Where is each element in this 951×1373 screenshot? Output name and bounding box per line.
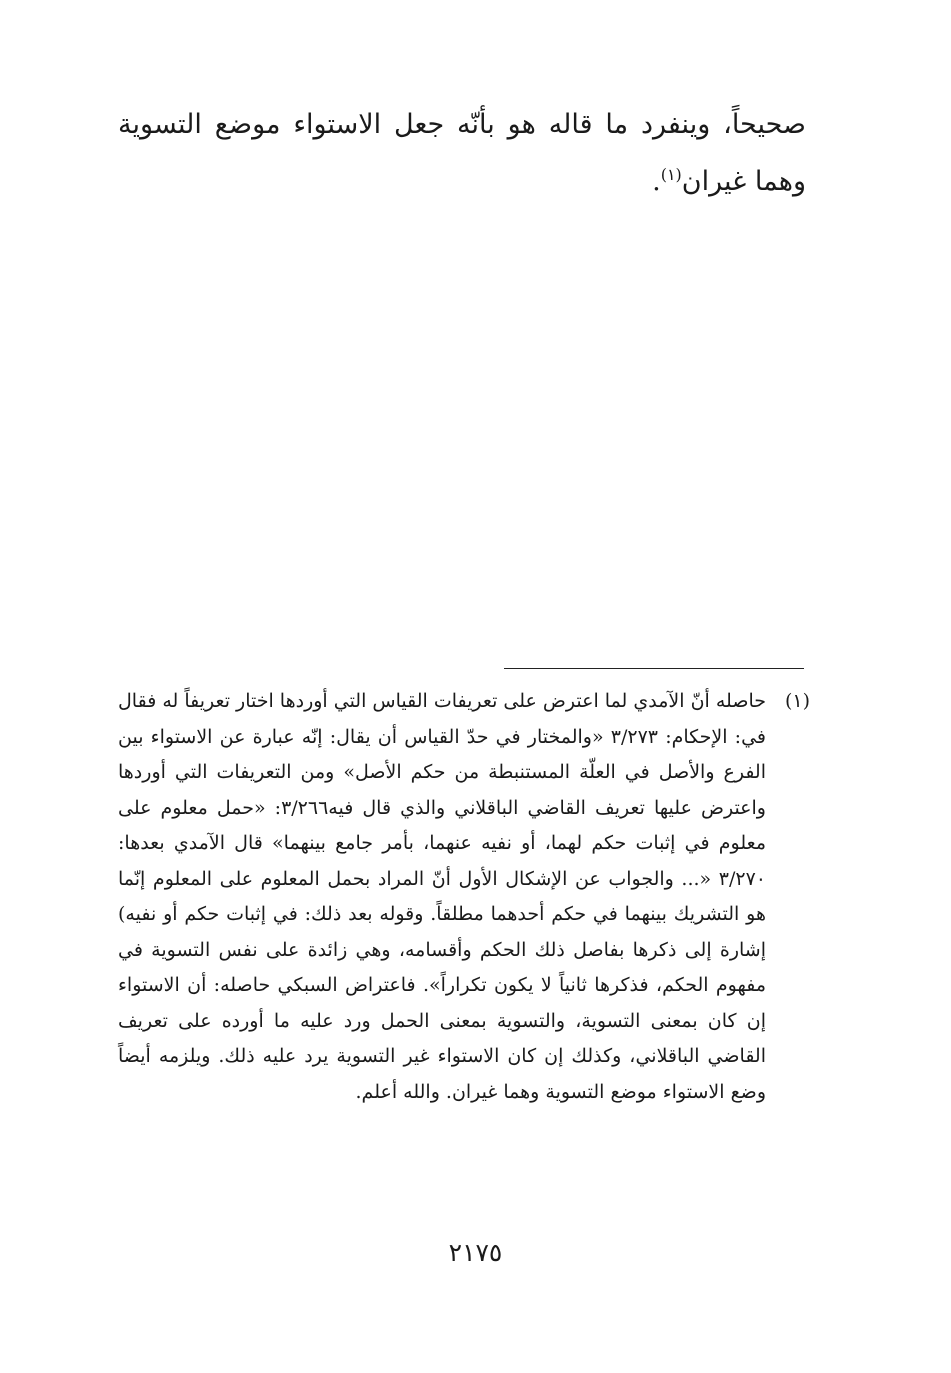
footnote-1	[118, 684, 810, 1110]
main-paragraph	[118, 96, 806, 210]
footnote-marker: (١)	[784, 690, 810, 712]
footnote-separator	[504, 668, 804, 669]
footnote-text: حاصله أنّ الآمدي لما اعترض على تعريفات القياس التي أوردها اختار تعريفاً له فقال في: الإحكام: ٣/٢٧٣ «والمختار في حدّ القياس أن يقال: إنّه عبارة عن الاستواء بين الفرع والأصل في العلّة المستنبطة من حكم الأصل» ومن التعريفات التي أوردها واعترض عليها تعريف القاضي الباقلاني والذي قال فيه٣/٢٦٦: «حمل معلوم على معلوم في إثبات حكم لهما، أو نفيه عنهما، بأمر جامع بينهما» قال الآمدي بعدها: ٣/٢٧٠ «... والجواب عن الإشكال الأول أنّ المراد بحمل المعلوم على المعلوم إنّما هو التشريك بينهما في حكم أحدهما مطلقاً. وقوله بعد ذلك: في إثبات حكم أو نفيه) إشارة إلى ذكرها بفاصل ذلك الحكم وأقسامه، وهي زائدة على نفس التسوية في مفهوم الحكم، فذكرها ثانياً لا يكون تكراراً». فاعتراض السبكي حاصله: أن الاستواء إن كان بمعنى التسوية، والتسوية بمعنى الحمل ورد عليه ما أورده على تعريف القاضي الباقلاني، وكذلك إن كان الاستواء غير التسوية يرد عليه ذلك. ويلزمه أيضاً وضع الاستواء موضع التسوية وهما غيران. والله أعلم.	[118, 690, 767, 1103]
main-paragraph-end: .	[652, 166, 661, 197]
main-paragraph-text: صحيحاً، وينفرد ما قاله هو بأنّه جعل الاستواء موضع التسوية وهما غيران	[118, 109, 806, 197]
footnote-reference: (١)	[660, 165, 682, 184]
page-number: ٢١٧٥	[448, 1238, 503, 1267]
footnotes-section	[118, 684, 810, 1110]
main-text-block	[118, 96, 806, 210]
